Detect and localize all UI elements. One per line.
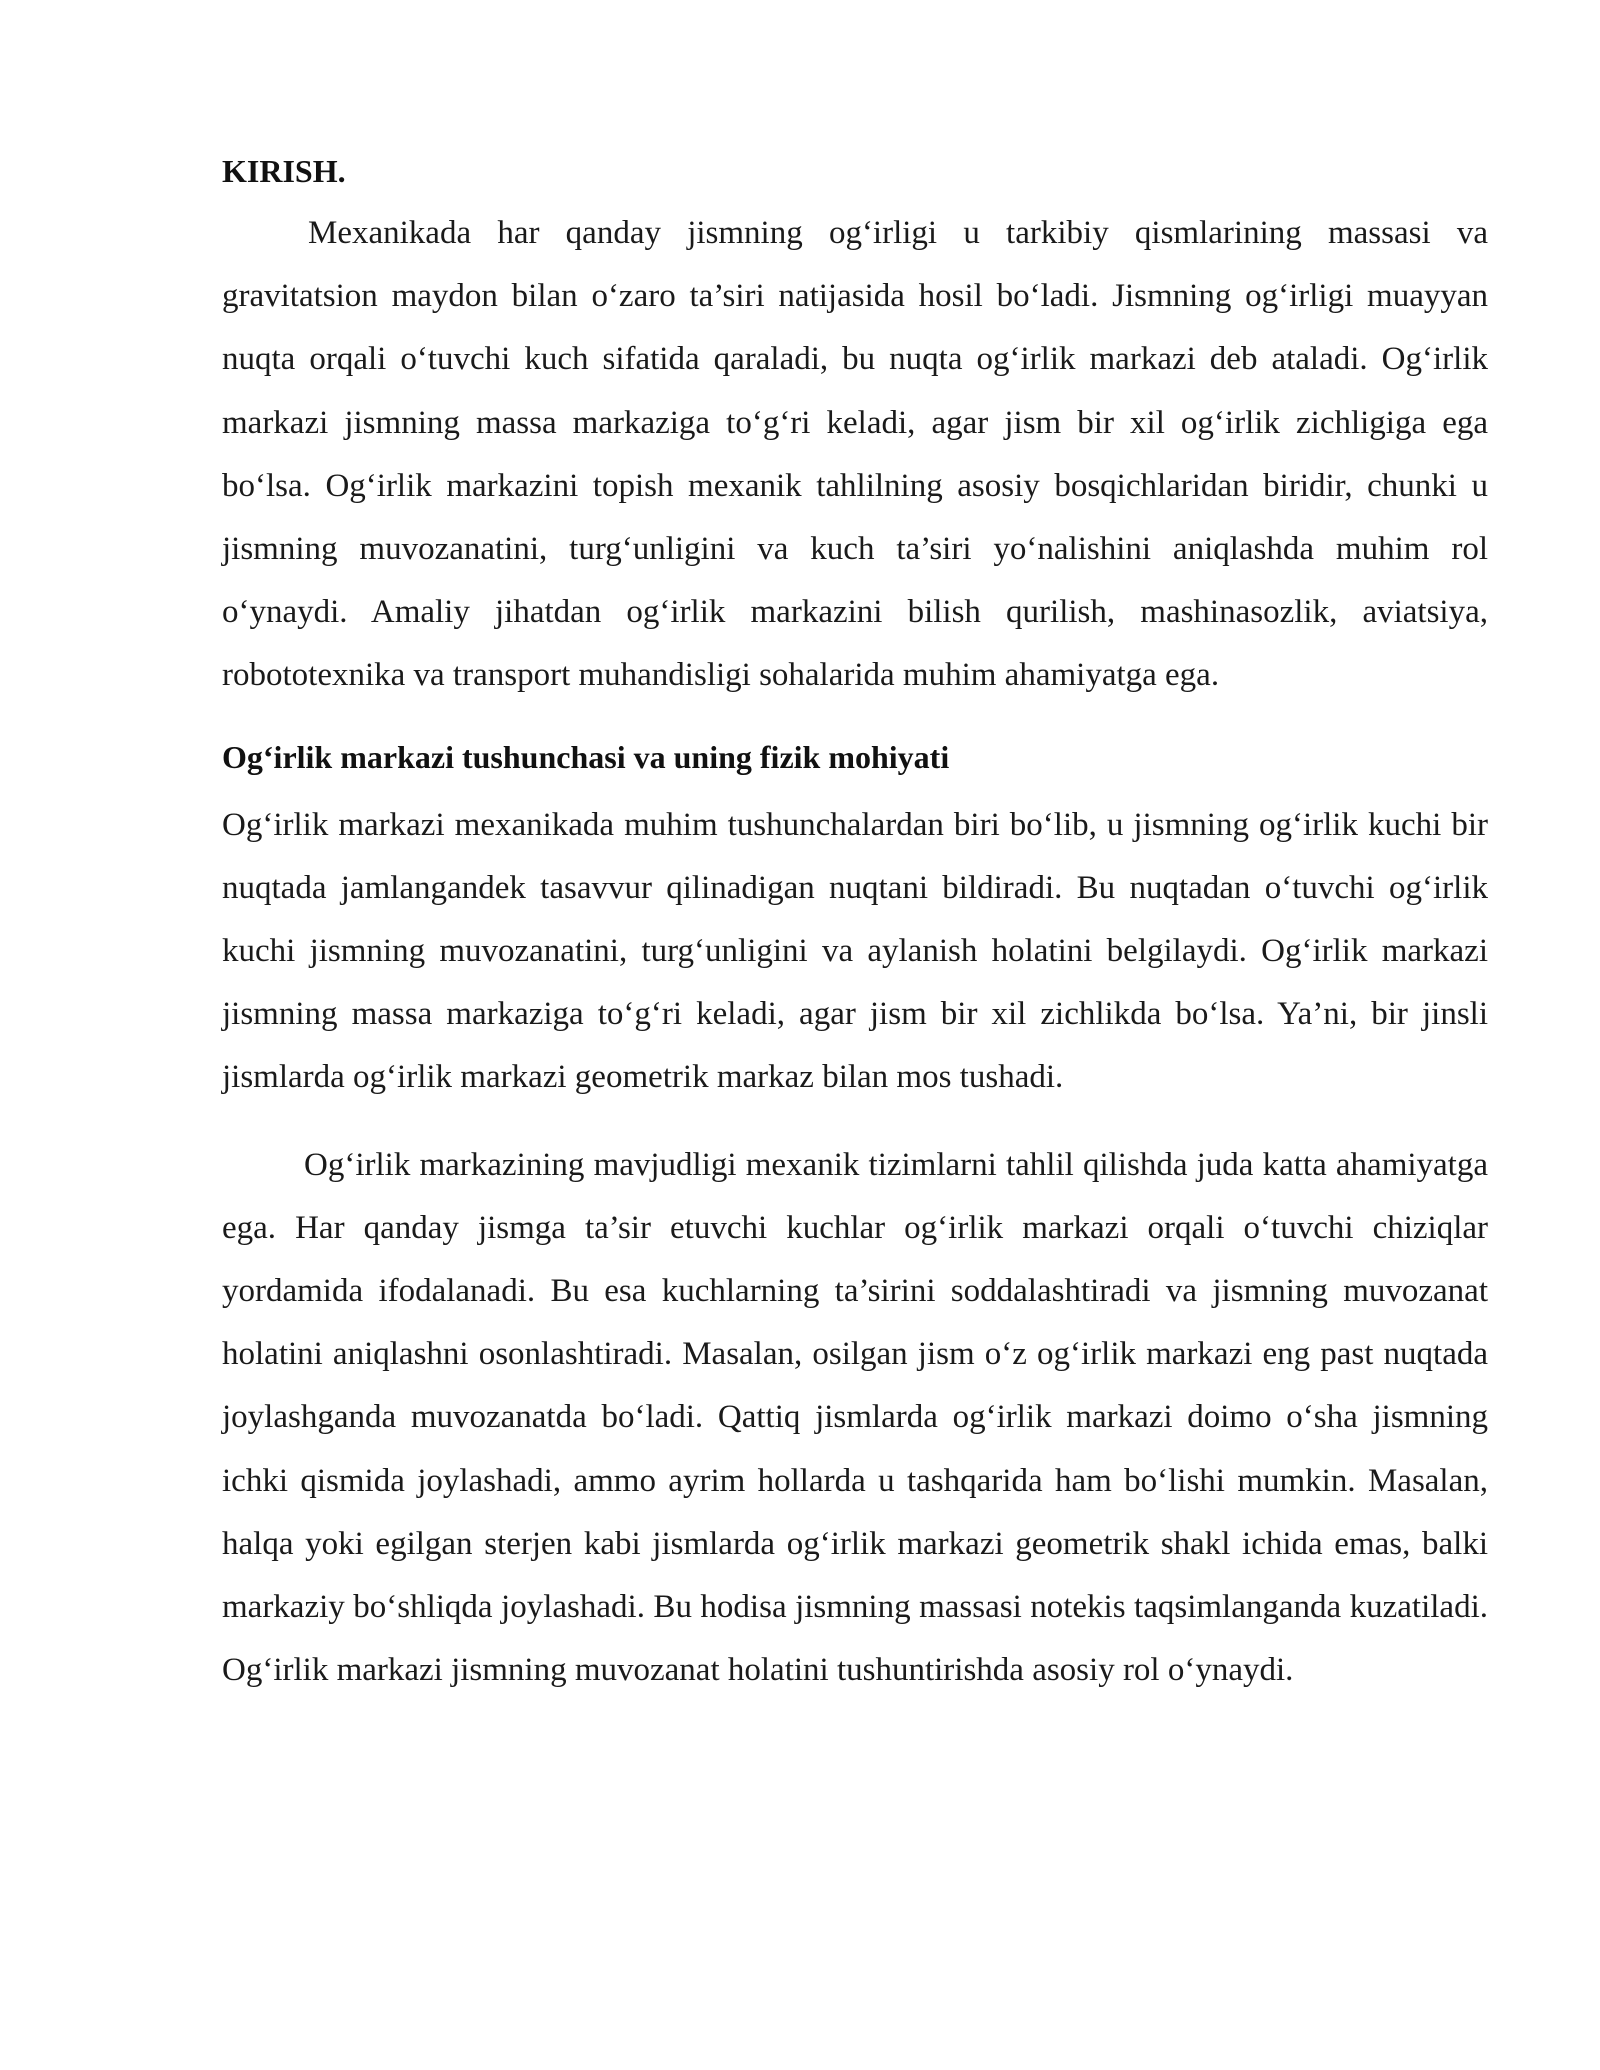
section-heading: Og‘irlik markazi tushunchasi va uning fizik mohiyati [222, 738, 950, 775]
document-body [222, 148, 1488, 1702]
intro-heading: KIRISH. [222, 153, 346, 189]
section-paragraph-1: Og‘irlik markazi mexanikada muhim tushunchalardan biri bo‘lib, u jismning og‘irlik kuchi bir nuqtada jamlangandek tasavvur qilinadigan nuqtani bildiradi. Bu nuqtadan o‘tuvchi og‘irlik kuchi jismning muvozanatini, turg‘unligini va aylanish holatini belgilaydi. Og‘irlik markazi jismning massa markaziga to‘g‘ri keladi, agar jism bir xil zichlikda bo‘lsa. Ya’ni, bir jinsli jismlarda og‘irlik markazi geometrik markaz bilan mos tushadi. [222, 806, 1488, 1096]
section-paragraph-2: Og‘irlik markazining mavjudligi mexanik tizimlarni tahlil qilishda juda katta ahamiyatga ega. Har qanday jismga ta’sir etuvchi kuchlar og‘irlik markazi orqali o‘tuvchi chiziqlar yordamida ifodalanadi. Bu esa kuchlarning ta’sirini soddalashtiradi va jismning muvozanat holatini aniqlashni osonlashtiradi. Masalan, osilgan jism o‘z og‘irlik markazi eng past nuqtada joylashganda muvozanatda bo‘ladi. Qattiq jismlarda og‘irlik markazi doimo o‘sha jismning ichki qismida joylashadi, ammo ayrim hollarda u tashqarida ham bo‘lishi mumkin. Masalan, halqa yoki egilgan sterjen kabi jismlarda og‘irlik markazi geometrik shakl ichida emas, balki markaziy bo‘shliqda joylashadi. Bu hodisa jismning massasi notekis taqsimlanganda kuzatiladi. Og‘irlik markazi jismning muvozanat holatini tushuntirishda asosiy rol o‘ynaydi. [222, 1146, 1488, 1689]
intro-paragraph: Mexanikada har qanday jismning og‘irligi u tarkibiy qismlarining massasi va gravitatsion maydon bilan o‘zaro ta’siri natijasida hosil bo‘ladi. Jismning og‘irligi muayyan nuqta orqali o‘tuvchi kuch sifatida qaraladi, bu nuqta og‘irlik markazi deb ataladi. Og‘irlik markazi jismning massa markaziga to‘g‘ri keladi, agar jism bir xil og‘irlik zichligiga ega bo‘lsa. Og‘irlik markazini topish mexanik tahlilning asosiy bosqichlaridan biridir, chunki u jismning muvozanatini, turg‘unligini va kuch ta’siri yo‘nalishini aniqlashda muhim rol o‘ynaydi. Amaliy jihatdan og‘irlik markazini bilish qurilish, mashinasozlik, aviatsiya, robototexnika va transport muhandisligi sohalarida muhim ahamiyatga ega. [222, 215, 1488, 694]
